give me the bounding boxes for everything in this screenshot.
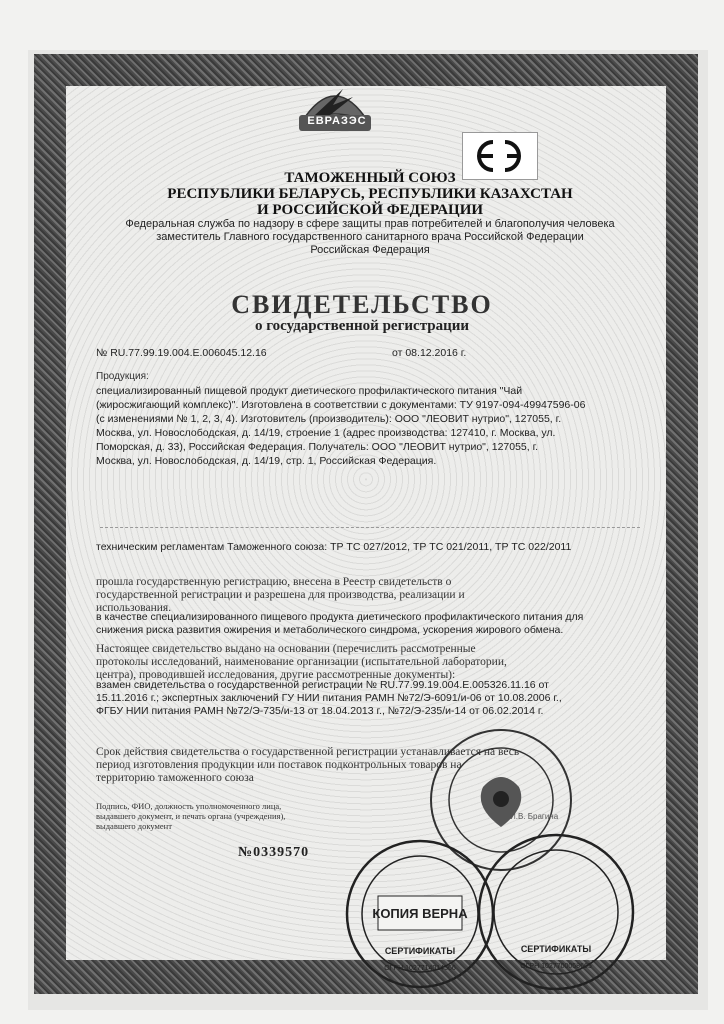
basis-details: [96, 679, 586, 718]
status-line-1: прошла государственную регистрацию, внесена в Реестр свидетельств о: [96, 576, 452, 588]
issuance-basis: [96, 643, 576, 682]
stamp-right-ogrn: ОГРН 1027700058665: [520, 963, 592, 970]
product-line-1: специализированный пищевой продукт диетического профилактического питания "Чай: [96, 385, 523, 397]
product-description: [96, 370, 656, 468]
product-label: Продукция:: [96, 371, 149, 382]
basis-detail-1: взамен свидетельства о государственной регистрации № RU.77.99.19.004.E.005326.11.16 от: [96, 679, 549, 691]
certificate-number-line: [96, 347, 606, 359]
stamp-right-label: СЕРТИФИКАТЫ: [520, 944, 592, 954]
signature-caption: [96, 801, 296, 831]
agency-line-2: заместитель Главного государственного санитарного врача Российской Федерации: [156, 231, 584, 243]
usage-area: [96, 611, 656, 637]
signature-line-2: выдавшего документ, и печать органа (учреждения),: [96, 811, 286, 821]
product-line-6: Москва, ул. Новослободская, д. 14/19, стр. 1, Российская Федерация.: [96, 455, 437, 467]
signature-line-1: Подпись, ФИО, должность уполномоченного лица,: [96, 801, 282, 811]
term-line-3: территорию таможенного союза: [96, 772, 254, 784]
registration-status: [96, 576, 576, 615]
technical-regulations: техническим регламентам Таможенного союза: ТР ТС 027/2012, ТР ТС 021/2011, ТР ТС 022/2011: [96, 541, 572, 553]
usage-line-1: в качестве специализированного пищевого продукта диетического профилактического питания для: [96, 611, 584, 623]
form-serial-number: №0339570: [238, 845, 310, 860]
basis-detail-2: 15.11.2016 г.; экспертных заключений ГУ НИИ питания РАМН №72/Э-6091/и-06 от 10.08.2006 г.,: [96, 692, 562, 704]
product-line-5: Поморская, д. 33), Российская Федерация. Получатель: ООО "ЛЕОВИТ нутрио", 127055, г.: [96, 441, 539, 453]
basis-detail-3: ФГБУ НИИ питания РАМН №72/Э-735/и-13 от 18.04.2013 г., №72/Э-235/и-14 от 06.02.2014 г.: [96, 705, 544, 717]
product-line-3: (с изменениями № 1, 2, 3, 4). Изготовитель (производитель): ООО "ЛЕОВИТ нутрио", 127055, г.: [96, 413, 562, 425]
certificate-subtitle: о государственной регистрации: [254, 318, 470, 334]
agency-line-3: Российская Федерация: [310, 244, 430, 256]
certificate-copy-stamp-right: [476, 832, 636, 992]
basis-line-3: центра), проводившей исследования, другие рассмотренные документы):: [96, 669, 456, 681]
copy-mark-left: КОПИЯ ВЕРНА: [372, 906, 468, 921]
certificate-title: СВИДЕТЕЛЬСТВО: [231, 290, 493, 319]
usage-line-2: снижения риска развития ожирения и метаболического синдрома, ускорения жирового обмена.: [96, 624, 564, 636]
certificate-copy-stamp-left: [344, 838, 496, 990]
number-label: №: [96, 347, 108, 359]
republics-line-2: И РОССИЙСКОЙ ФЕДЕРАЦИИ: [256, 202, 484, 218]
stamp-left-ogrn: ОГРН 1027714014566: [384, 965, 456, 972]
signer-name: И.В. Брагина: [510, 812, 559, 821]
signature-line-3: выдавшего документ: [96, 821, 172, 831]
status-line-3: использования.: [96, 602, 172, 614]
agency-line-1: Федеральная служба по надзору в сфере защиты прав потребителей и благополучия человека: [125, 218, 615, 230]
republics-line-1: РЕСПУБЛИКИ БЕЛАРУСЬ, РЕСПУБЛИКИ КАЗАХСТАН: [167, 186, 573, 202]
stamp-left-label: СЕРТИФИКАТЫ: [384, 946, 456, 956]
union-title: ТАМОЖЕННЫЙ СОЮЗ: [284, 170, 456, 186]
date-label: от: [392, 347, 403, 359]
basis-line-1: Настоящее свидетельство выдано на основании (перечислить рассмотренные: [96, 643, 476, 655]
certificate-number: RU.77.99.19.004.E.006045.12.16: [110, 347, 267, 359]
status-line-2: государственной регистрации и разрешена для производства, реализации и: [96, 589, 465, 601]
dashed-divider: [100, 527, 640, 528]
term-line-1: Срок действия свидетельства о государственной регистрации устанавливается на весь: [96, 746, 520, 758]
certificate-date: 08.12.2016 г.: [405, 347, 467, 359]
product-line-4: Москва, ул. Новослободская, д. 14/19, строение 1 (адрес производства: 127410, г. Москва, ул.: [96, 427, 556, 439]
issuing-agency: [90, 218, 650, 257]
emblem-label: ЕВРАЗЭС: [307, 115, 367, 127]
term-line-2: период изготовления продукции или поставок подконтрольных товаров на: [96, 759, 462, 771]
fine-print-rule: [120, 270, 620, 278]
product-line-2: (жиросжигающий комплекс)". Изготовлена в соответствии с документами: ТУ 9197-094-49947596-06: [96, 399, 586, 411]
basis-line-2: протоколы исследований, наименование организации (испытательной лаборатории,: [96, 656, 507, 668]
